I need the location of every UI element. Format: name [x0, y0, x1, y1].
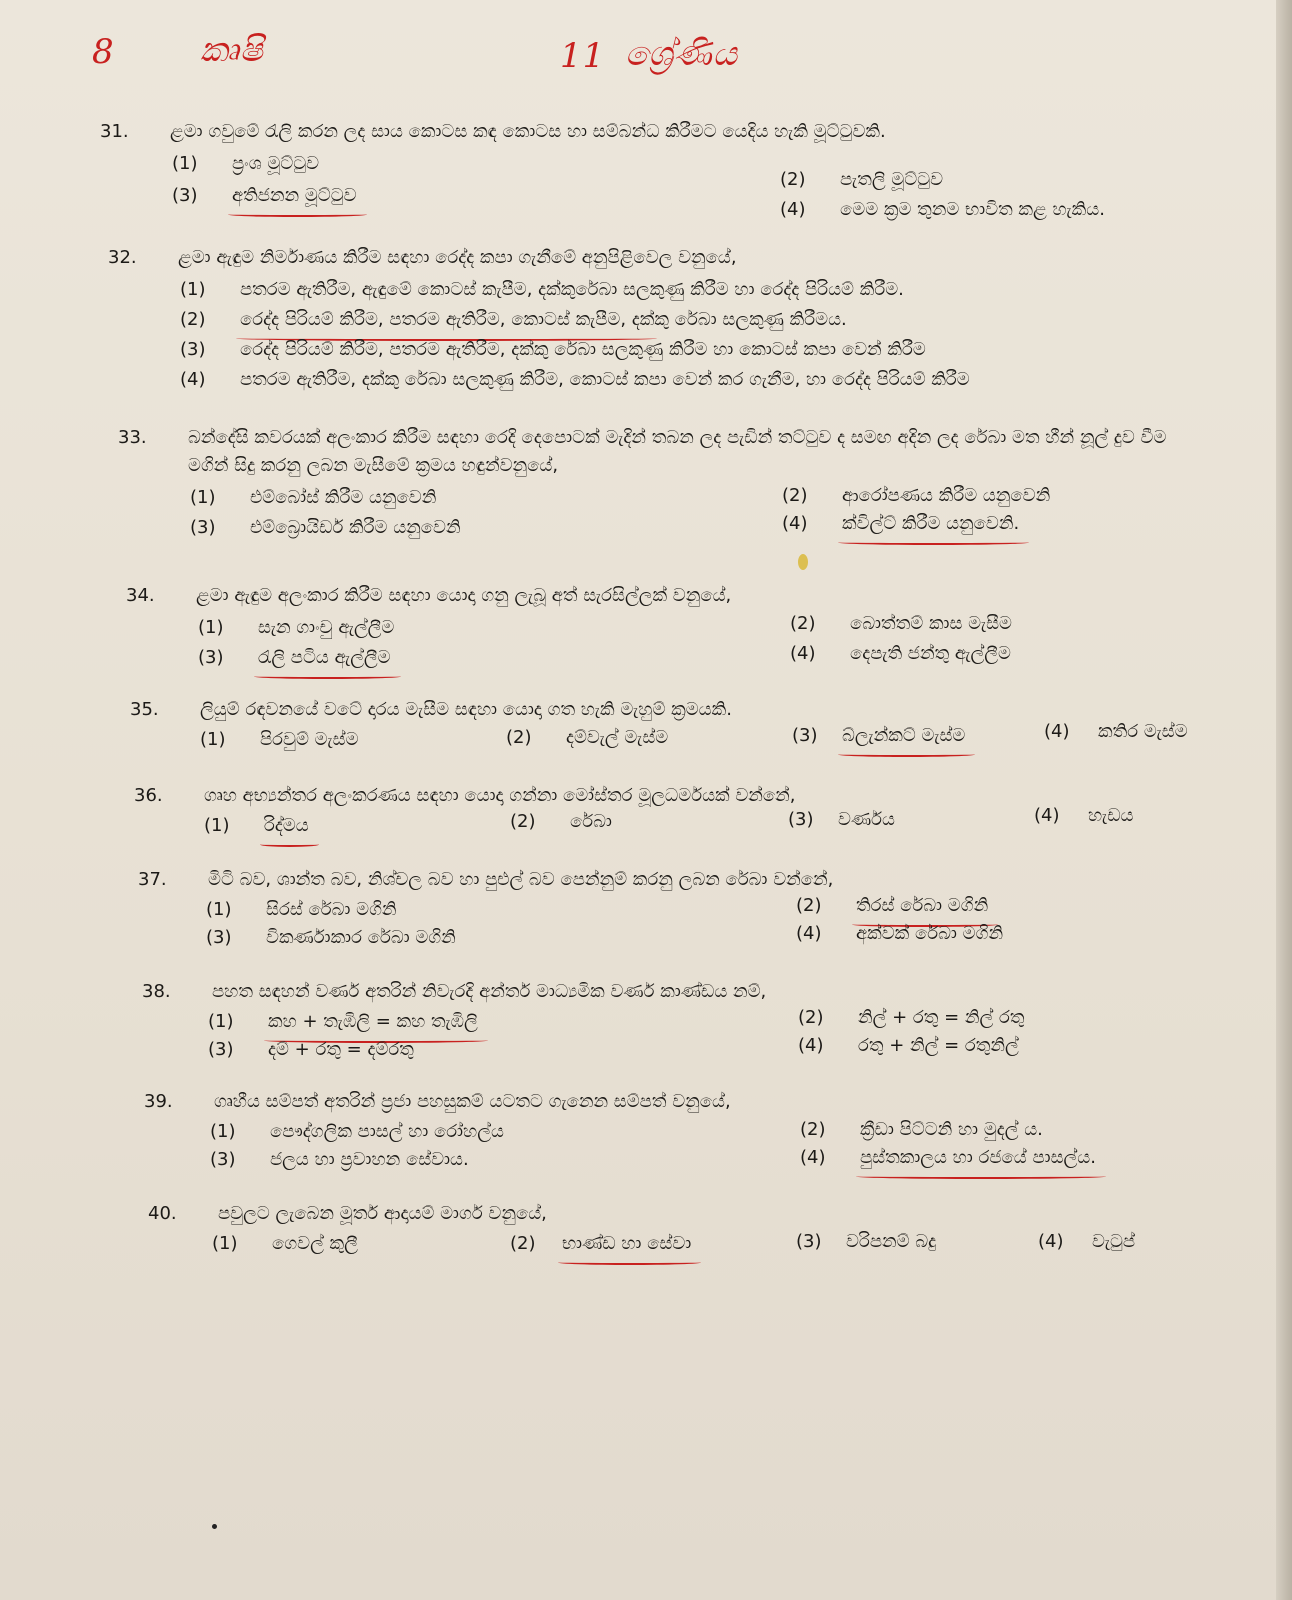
question-text: ළමා ගවුමේ රැලි කරන ලද සාය කොටස කඳ කොටස හා සම්බන්ධ කිරීමට යෙදිය හැකි මූට්ටුවකි.: [170, 121, 886, 142]
option-text: කහ + තැඹිලි = කහ තැඹිලි: [268, 1008, 478, 1036]
option-label: (4): [796, 923, 822, 944]
question-text: ළමා ඇඳුම නිර්මාණය කිරීම සඳහා රෙද්ද කපා ගැනීමේ අනුපිළිවෙල වනුයේ,: [178, 247, 737, 268]
red-underline-mark: [260, 842, 319, 847]
option-text: රතු + නිල් = රතුනිල්: [858, 1035, 1019, 1056]
option-text: වරිපනම් බදු: [846, 1231, 937, 1252]
option-label: (2): [798, 1007, 824, 1028]
option-text: පතරම ඇතිරීම, දක්කු රේබා සලකුණු කිරීම, කොටස් කපා වෙන් කර ගැනීම, හා රෙද්ද පිරියම් කිරීම: [240, 369, 970, 390]
option-1[interactable]: [208, 1008, 478, 1036]
option-label: (2): [790, 613, 816, 634]
option-label: (4): [790, 643, 816, 664]
option-label: (3): [788, 809, 814, 830]
option-text: රේබා: [570, 811, 612, 832]
option-text: පුස්තකාලය හා රජයේ පාසල්ය.: [860, 1144, 1096, 1172]
option-text: දම් + රතු = දම්රතු: [268, 1039, 414, 1060]
option-4[interactable]: [798, 1032, 1019, 1060]
option-text: භාණ්ඩ හා සේවා: [562, 1230, 691, 1258]
option-text: රිද්මය: [264, 812, 309, 840]
option-2[interactable]: [510, 1230, 691, 1258]
question-39: [144, 1088, 1244, 1178]
question-text: බන්දේසි කවරයක් අලංකාර කිරීම සඳහා රෙදි දෙපොටක් මැදින් තබන ලද පැඩින් තට්ටුව ද සමඟ අදින ලද රේබා මත හීන් නූල් දුව වීම මගින් සිදු කරනු ලබන මැසීමේ ක්‍රමය හඳුන්වනුයේ,: [188, 427, 1167, 476]
question-37: [138, 866, 1238, 956]
question-text: ළමා ඇඳුම අලංකාර කිරීම සඳහා යොදා ගනු ලැබූ අත් සැරසිල්ලක් වනුයේ,: [196, 585, 732, 606]
option-3[interactable]: [210, 1146, 469, 1174]
red-underline-mark: [856, 1174, 1106, 1179]
option-4[interactable]: [800, 1144, 1096, 1172]
option-2[interactable]: [796, 892, 988, 920]
question-number: 40.: [148, 1203, 177, 1224]
red-underline-mark: [228, 212, 367, 217]
option-text: ජලය හා ප්‍රවාහන සේවාය.: [270, 1149, 469, 1170]
question-40: [148, 1200, 1258, 1270]
option-1[interactable]: [210, 1118, 504, 1146]
option-4[interactable]: [790, 640, 1011, 668]
option-text: ක්‍රීඩා පිට්ටනි හා මුදල් ය.: [860, 1119, 1043, 1140]
option-text: මෙම ක්‍රම තුනම භාවිත කළ හැකිය.: [840, 199, 1105, 220]
option-2[interactable]: [510, 808, 612, 836]
option-label: (2): [510, 1233, 536, 1254]
option-label: (3): [190, 517, 216, 538]
option-text: සිරස් රේබා මගිනි: [266, 899, 397, 920]
option-label: (4): [1044, 721, 1070, 742]
question-number: 35.: [130, 699, 159, 720]
option-text: පෞද්ගලික පාසල් හා රෝහල්ය: [270, 1121, 504, 1142]
option-text: ක්විල්ට් කිරීම යනුවෙනි.: [842, 510, 1019, 538]
question-38: [142, 978, 1242, 1068]
option-label: (1): [212, 1233, 238, 1254]
option-label: (1): [172, 153, 198, 174]
question-text: ලියුම් රඳවනයේ වටේ දාරය මැසීම සඳහා යොදා ගත හැකි මැහුම් ක්‍රමයකි.: [200, 699, 732, 720]
question-36: [134, 782, 1244, 852]
option-label: (3): [208, 1039, 234, 1060]
option-text: ආරෝපණය කිරීම යනුවෙනි: [842, 485, 1051, 506]
option-label: (1): [206, 899, 232, 920]
option-3[interactable]: [198, 644, 391, 672]
option-text: ප්‍රංශ මූට්ටුව: [232, 153, 320, 174]
option-2[interactable]: [800, 1116, 1043, 1144]
handwritten-page-number: 8: [92, 32, 115, 72]
question-number: 37.: [138, 869, 167, 890]
option-4[interactable]: [1034, 802, 1133, 830]
question-text: පහත සඳහන් වර්ණ අතරින් නිවැරදි අන්තර් මාධ්‍යමික වර්ණ කාණ්ඩය නම්,: [212, 981, 767, 1002]
option-text: දෙපැති ජන්තු ඇල්ලීම: [850, 643, 1011, 664]
option-1[interactable]: [190, 484, 436, 512]
option-label: (3): [796, 1231, 822, 1252]
option-3[interactable]: [206, 924, 456, 952]
question-31: [100, 118, 1200, 228]
question-number: 33.: [118, 427, 147, 448]
option-label: (1): [198, 617, 224, 638]
question-text: මිටි බව, ශාන්ත බව, නිශ්චල බව හා පුළුල් බව පෙන්නුම් කරනු ලබන රේබා වන්නේ,: [208, 869, 834, 890]
option-text: රැලි පටිය ඇල්ලීම: [258, 644, 391, 672]
option-text: අතිජනන මූට්ටුව: [232, 182, 357, 210]
option-text: එම්බ්‍රොයිඩර් කිරීම යනුවෙනි: [250, 517, 461, 538]
option-1[interactable]: [206, 896, 397, 924]
option-4[interactable]: [1044, 718, 1188, 746]
question-text: ගෘහ අභ්‍යන්තර අලංකරණය සඳහා යොදා ගන්නා මෝස්තර මූලධර්මයක් වන්නේ,: [204, 785, 796, 806]
option-1[interactable]: [172, 150, 319, 178]
option-label: (3): [792, 725, 818, 746]
option-text: හැඩය: [1088, 805, 1134, 826]
question-text: ගෘහීය සම්පත් අතරින් ප්‍රජා පහසුකම් යටතට ගැනෙන සම්පත් වනුයේ,: [214, 1091, 731, 1112]
option-1[interactable]: [180, 276, 904, 304]
option-label: (1): [200, 729, 226, 750]
option-label: (3): [172, 185, 198, 206]
red-underline-mark: [838, 540, 1029, 545]
option-label: (2): [180, 309, 206, 330]
option-1[interactable]: [204, 812, 309, 840]
option-text: එම්බෝස් කිරීම යනුවෙනි: [250, 487, 437, 508]
option-text: පිරවුම් මැස්ම: [260, 729, 359, 750]
option-4[interactable]: [1038, 1228, 1135, 1256]
option-4[interactable]: [780, 196, 1105, 224]
option-text: තිරස් රේබා මගිනි: [856, 892, 988, 920]
option-text: සැන ගාංචු ඇල්ලීම: [258, 617, 395, 638]
question-35: [130, 696, 1250, 766]
option-text: විකර්ණාකාර රේබා මගිනි: [266, 927, 456, 948]
option-text: අක්වක් රේබා මගිනි: [856, 923, 1004, 944]
option-text: පැතලි මූට්ටුව: [840, 169, 944, 190]
option-4[interactable]: [782, 510, 1019, 538]
option-text: බ්ලැන්කට් මැස්ම: [842, 722, 965, 750]
option-label: (3): [180, 339, 206, 360]
option-2[interactable]: [782, 482, 1050, 510]
option-1[interactable]: [200, 726, 359, 754]
option-text: දම්වැල් මැස්ම: [566, 727, 669, 748]
option-text: නිල් + රතු = නිල් රතු: [858, 1007, 1025, 1028]
option-3[interactable]: [796, 1228, 936, 1256]
question-32: [108, 244, 1218, 394]
option-label: (4): [1034, 805, 1060, 826]
question-34: [126, 582, 1226, 672]
handwritten-grade-number: 11: [560, 36, 606, 76]
option-3[interactable]: [788, 806, 895, 834]
option-text: රෙද්ද පිරියම් කිරීම, පතරම ඇතිරීම, දක්කු රේබා සලකුණු කිරීම හා කොටස් කපා වෙන් කිරීම: [240, 339, 926, 360]
option-label: (1): [208, 1011, 234, 1032]
option-label: (4): [800, 1147, 826, 1168]
red-underline-mark: [254, 674, 401, 679]
option-text: බොත්තම් කාස මැසීම: [850, 613, 1012, 634]
option-2[interactable]: [798, 1004, 1024, 1032]
question-number: 38.: [142, 981, 171, 1002]
option-text: කතිර මැස්ම: [1098, 721, 1188, 742]
option-label: (2): [782, 485, 808, 506]
option-2[interactable]: [790, 610, 1012, 638]
option-label: (1): [180, 279, 206, 300]
handwritten-grade-word: ශ්‍රේණිය: [625, 34, 739, 74]
option-label: (4): [1038, 1231, 1064, 1252]
option-label: (4): [782, 513, 808, 534]
option-label: (2): [800, 1119, 826, 1140]
option-3[interactable]: [172, 182, 357, 210]
option-text: රෙද්ද පිරියම් කිරීම, පතරම ඇතිරීම, කොටස් කැපීම, දක්කු රේබා සලකුණු කිරීමය.: [240, 306, 847, 334]
option-label: (3): [210, 1149, 236, 1170]
option-label: (4): [780, 199, 806, 220]
option-2[interactable]: [780, 166, 943, 194]
option-label: (3): [206, 927, 232, 948]
option-label: (1): [204, 815, 230, 836]
option-label: (1): [190, 487, 216, 508]
option-3[interactable]: [208, 1036, 414, 1064]
question-number: 34.: [126, 585, 155, 606]
option-1[interactable]: [198, 614, 394, 642]
option-4[interactable]: [796, 920, 1003, 948]
question-number: 31.: [100, 121, 129, 142]
option-2[interactable]: [180, 306, 847, 334]
question-number: 36.: [134, 785, 163, 806]
red-underline-mark: [838, 752, 975, 757]
option-3[interactable]: [180, 336, 926, 364]
paper-speck: [212, 1524, 217, 1529]
option-label: (3): [198, 647, 224, 668]
question-number: 39.: [144, 1091, 173, 1112]
option-label: (4): [798, 1035, 824, 1056]
option-text: පතරම ඇතිරීම, ඇඳුමේ කොටස් කැපීම, දක්කුරේබා සලකුණු කිරීම හා රෙද්ද පිරියම් කිරීම.: [240, 279, 904, 300]
option-text: වැටුප්: [1092, 1231, 1136, 1252]
question-text: පවුලට ලැබෙන මූර්ත ආදායම් මාර්ග වනුයේ,: [218, 1203, 547, 1224]
paper-stain: [798, 554, 808, 570]
option-1[interactable]: [212, 1230, 358, 1258]
option-label: (2): [506, 727, 532, 748]
option-label: (2): [510, 811, 536, 832]
red-underline-mark: [558, 1260, 701, 1265]
option-2[interactable]: [506, 724, 668, 752]
option-label: (1): [210, 1121, 236, 1142]
option-text: වර්ණය: [838, 809, 895, 830]
option-3[interactable]: [190, 514, 461, 542]
question-number: 32.: [108, 247, 137, 268]
handwritten-subject: කෘෂි: [200, 30, 264, 70]
option-3[interactable]: [792, 722, 965, 750]
option-4[interactable]: [180, 366, 970, 394]
option-label: (2): [796, 895, 822, 916]
option-label: (2): [780, 169, 806, 190]
question-33: [118, 424, 1218, 544]
option-label: (4): [180, 369, 206, 390]
option-text: ගෙවල් කුලී: [272, 1233, 358, 1254]
